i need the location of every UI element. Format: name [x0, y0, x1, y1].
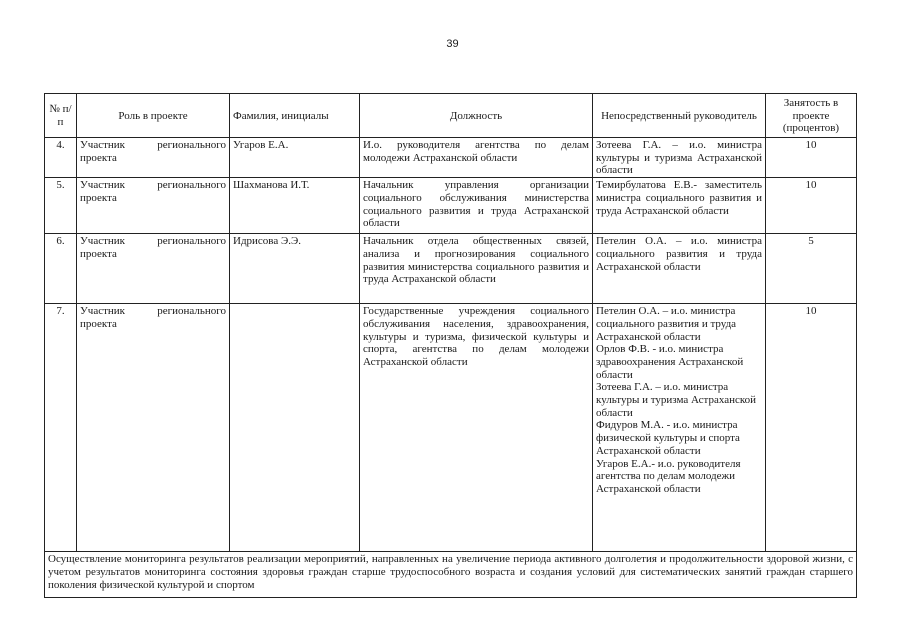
row-role: Участник регионального проекта [77, 138, 230, 178]
row-role: Участник регионального проекта [77, 304, 230, 552]
table-row [45, 234, 857, 304]
row-number: 5. [45, 178, 77, 234]
row-supervisor: Зотеева Г.А. – и.о. министра культуры и туризма Астраханской области [593, 138, 766, 178]
row-position: И.о. руководителя агентства по делам молодежи Астраханской области [360, 138, 593, 178]
header-percent: Занятость в проекте (процентов) [766, 94, 857, 138]
header-number: № п/п [45, 94, 77, 138]
page-number: 39 [446, 38, 459, 50]
row-position: Начальник отдела общественных связей, анализа и прогнозирования социального развития министерства социального развития и труда Астраханской области [360, 234, 593, 304]
supervisor-entry: Петелин О.А. – и.о. министра социального развития и труда Астраханской области [596, 305, 737, 343]
header-role: Роль в проекте [77, 94, 230, 138]
table-row [45, 178, 857, 234]
row-supervisor: Темирбулатова Е.В.- заместитель министра социального развития и труда Астраханской области [593, 178, 766, 234]
summary-text: Осуществление мониторинга результатов реализации мероприятий, направленных на увеличение периода активного долголетия и продолжительности здоровой жизни, с учетом результатов мониторинга состояния здоровья граждан старше трудоспособного возраста и создания условий для систематических занятий граждан старшего поколения физической культурой и спортом [45, 552, 857, 598]
row-name [230, 304, 360, 552]
row-name: Шахманова И.Т. [230, 178, 360, 234]
row-name: Идрисова Э.Э. [230, 234, 360, 304]
supervisor-entry: Зотеева Г.А. – и.о. министра культуры и туризма Астраханской области [596, 381, 757, 419]
row-number: 7. [45, 304, 77, 552]
row-supervisor: Петелин О.А. – и.о. министра социального развития и труда Астраханской области [593, 234, 766, 304]
table-header-row [45, 94, 857, 138]
table-row [45, 304, 857, 552]
header-supervisor: Непосредственный руководитель [593, 94, 766, 138]
header-name: Фамилия, инициалы [230, 94, 360, 138]
row-role: Участник регионального проекта [77, 178, 230, 234]
row-name: Угаров Е.А. [230, 138, 360, 178]
row-percent: 10 [766, 304, 857, 552]
header-position: Должность [360, 94, 593, 138]
supervisor-entry: Угаров Е.А.- и.о. руководителя агентства по делам молодежи Астраханской области [596, 457, 741, 495]
project-participants-table [44, 93, 857, 598]
row-position: Государственные учреждения социального обслуживания населения, здравоохранения, культуры и туризма, физической культуры и спорта, агентства по делам молодежи Астраханской области [360, 304, 593, 552]
row-supervisor-list [593, 304, 766, 552]
row-position: Начальник управления организации социального обслуживания министерства социального развития и труда Астраханской области [360, 178, 593, 234]
summary-row [45, 552, 857, 598]
row-percent: 10 [766, 138, 857, 178]
row-number: 6. [45, 234, 77, 304]
row-percent: 10 [766, 178, 857, 234]
row-percent: 5 [766, 234, 857, 304]
supervisor-entry: Орлов Ф.В. - и.о. министра здравоохранения Астраханской области [596, 343, 744, 381]
row-role: Участник регионального проекта [77, 234, 230, 304]
row-number: 4. [45, 138, 77, 178]
supervisor-entry: Фидуров М.А. - и.о. министра физической культуры и спорта Астраханской области [596, 419, 740, 457]
table-row [45, 138, 857, 178]
